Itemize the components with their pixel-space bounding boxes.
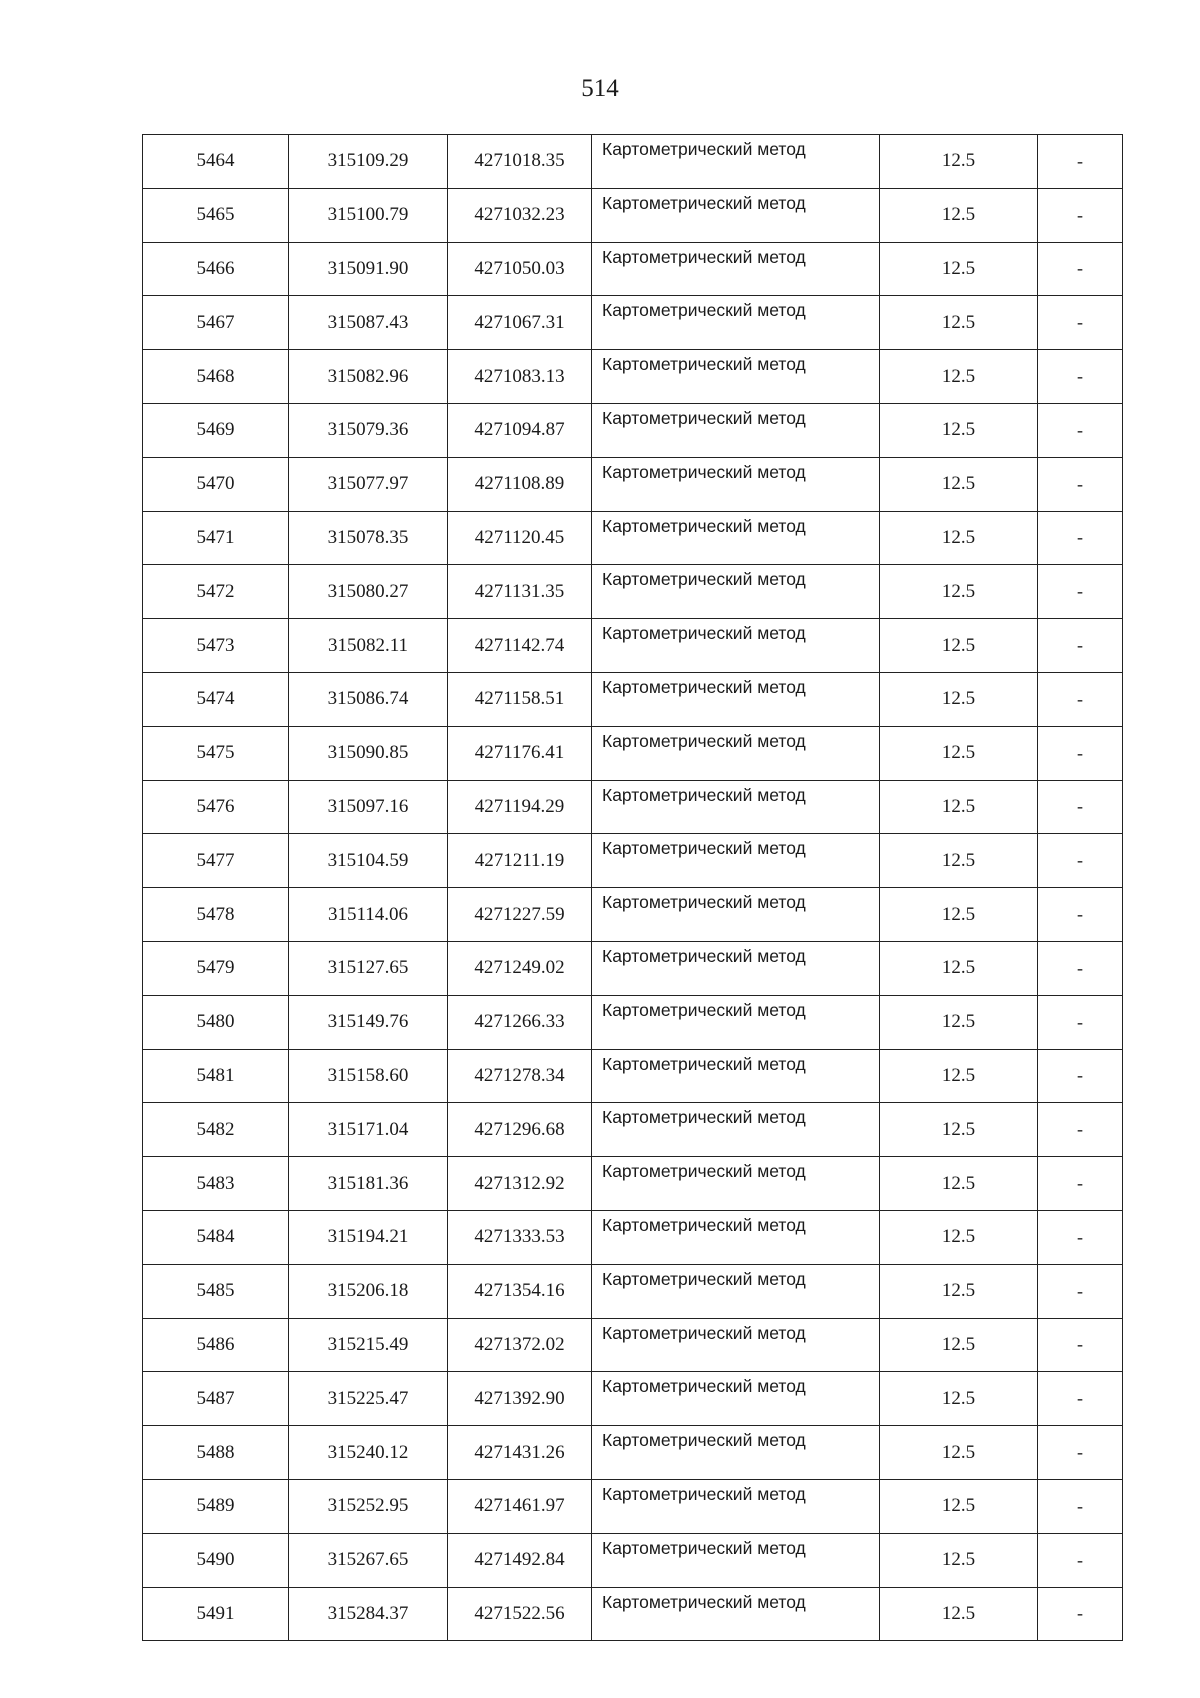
method-cell: Картометрический метод	[592, 1264, 880, 1318]
method-cell: Картометрический метод	[592, 1157, 880, 1211]
x-coordinate-cell: 315097.16	[289, 780, 448, 834]
method-cell: Картометрический метод	[592, 619, 880, 673]
table-row	[143, 1587, 1123, 1641]
y-coordinate-cell: 4271227.59	[448, 888, 592, 942]
table-row	[143, 672, 1123, 726]
point-number-cell: 5466	[143, 242, 289, 296]
table-row	[143, 242, 1123, 296]
coordinates-table	[142, 134, 1123, 1641]
note-cell: -	[1038, 1049, 1123, 1103]
note-cell: -	[1038, 1157, 1123, 1211]
table-row	[143, 350, 1123, 404]
method-cell: Картометрический метод	[592, 672, 880, 726]
x-coordinate-cell: 315077.97	[289, 457, 448, 511]
method-cell: Картометрический метод	[592, 888, 880, 942]
y-coordinate-cell: 4271461.97	[448, 1479, 592, 1533]
accuracy-cell: 12.5	[880, 1264, 1038, 1318]
point-number-cell: 5479	[143, 941, 289, 995]
y-coordinate-cell: 4271083.13	[448, 350, 592, 404]
accuracy-cell: 12.5	[880, 135, 1038, 189]
note-cell: -	[1038, 1264, 1123, 1318]
x-coordinate-cell: 315252.95	[289, 1479, 448, 1533]
note-cell: -	[1038, 1479, 1123, 1533]
y-coordinate-cell: 4271194.29	[448, 780, 592, 834]
y-coordinate-cell: 4271522.56	[448, 1587, 592, 1641]
note-cell: -	[1038, 565, 1123, 619]
point-number-cell: 5465	[143, 188, 289, 242]
point-number-cell: 5474	[143, 672, 289, 726]
table-row	[143, 888, 1123, 942]
table-row	[143, 726, 1123, 780]
table-row	[143, 296, 1123, 350]
accuracy-cell: 12.5	[880, 726, 1038, 780]
table-row	[143, 1049, 1123, 1103]
x-coordinate-cell: 315078.35	[289, 511, 448, 565]
note-cell: -	[1038, 1210, 1123, 1264]
y-coordinate-cell: 4271120.45	[448, 511, 592, 565]
accuracy-cell: 12.5	[880, 350, 1038, 404]
accuracy-cell: 12.5	[880, 834, 1038, 888]
table-row	[143, 1426, 1123, 1480]
method-cell: Картометрический метод	[592, 995, 880, 1049]
note-cell: -	[1038, 834, 1123, 888]
point-number-cell: 5484	[143, 1210, 289, 1264]
accuracy-cell: 12.5	[880, 565, 1038, 619]
accuracy-cell: 12.5	[880, 888, 1038, 942]
table-row	[143, 995, 1123, 1049]
accuracy-cell: 12.5	[880, 1157, 1038, 1211]
accuracy-cell: 12.5	[880, 780, 1038, 834]
accuracy-cell: 12.5	[880, 188, 1038, 242]
note-cell: -	[1038, 242, 1123, 296]
method-cell: Картометрический метод	[592, 941, 880, 995]
accuracy-cell: 12.5	[880, 457, 1038, 511]
x-coordinate-cell: 315114.06	[289, 888, 448, 942]
y-coordinate-cell: 4271032.23	[448, 188, 592, 242]
x-coordinate-cell: 315082.11	[289, 619, 448, 673]
note-cell: -	[1038, 619, 1123, 673]
table-row	[143, 1318, 1123, 1372]
y-coordinate-cell: 4271211.19	[448, 834, 592, 888]
y-coordinate-cell: 4271431.26	[448, 1426, 592, 1480]
note-cell: -	[1038, 188, 1123, 242]
x-coordinate-cell: 315079.36	[289, 403, 448, 457]
accuracy-cell: 12.5	[880, 1103, 1038, 1157]
y-coordinate-cell: 4271050.03	[448, 242, 592, 296]
accuracy-cell: 12.5	[880, 1587, 1038, 1641]
table-row	[143, 1103, 1123, 1157]
y-coordinate-cell: 4271018.35	[448, 135, 592, 189]
table-row	[143, 403, 1123, 457]
table-row	[143, 565, 1123, 619]
method-cell: Картометрический метод	[592, 1426, 880, 1480]
x-coordinate-cell: 315100.79	[289, 188, 448, 242]
point-number-cell: 5478	[143, 888, 289, 942]
point-number-cell: 5485	[143, 1264, 289, 1318]
note-cell: -	[1038, 1372, 1123, 1426]
method-cell: Картометрический метод	[592, 457, 880, 511]
accuracy-cell: 12.5	[880, 296, 1038, 350]
accuracy-cell: 12.5	[880, 1533, 1038, 1587]
y-coordinate-cell: 4271492.84	[448, 1533, 592, 1587]
note-cell: -	[1038, 296, 1123, 350]
table-row	[143, 1264, 1123, 1318]
method-cell: Картометрический метод	[592, 1533, 880, 1587]
point-number-cell: 5467	[143, 296, 289, 350]
page-number: 514	[581, 75, 619, 102]
x-coordinate-cell: 315109.29	[289, 135, 448, 189]
x-coordinate-cell: 315194.21	[289, 1210, 448, 1264]
method-cell: Картометрический метод	[592, 565, 880, 619]
y-coordinate-cell: 4271372.02	[448, 1318, 592, 1372]
table-row	[143, 1372, 1123, 1426]
table-row	[143, 511, 1123, 565]
accuracy-cell: 12.5	[880, 1372, 1038, 1426]
accuracy-cell: 12.5	[880, 941, 1038, 995]
accuracy-cell: 12.5	[880, 672, 1038, 726]
note-cell: -	[1038, 1103, 1123, 1157]
x-coordinate-cell: 315080.27	[289, 565, 448, 619]
x-coordinate-cell: 315082.96	[289, 350, 448, 404]
accuracy-cell: 12.5	[880, 242, 1038, 296]
note-cell: -	[1038, 457, 1123, 511]
y-coordinate-cell: 4271158.51	[448, 672, 592, 726]
y-coordinate-cell: 4271333.53	[448, 1210, 592, 1264]
method-cell: Картометрический метод	[592, 350, 880, 404]
x-coordinate-cell: 315086.74	[289, 672, 448, 726]
note-cell: -	[1038, 888, 1123, 942]
note-cell: -	[1038, 941, 1123, 995]
point-number-cell: 5471	[143, 511, 289, 565]
x-coordinate-cell: 315104.59	[289, 834, 448, 888]
y-coordinate-cell: 4271278.34	[448, 1049, 592, 1103]
table-row	[143, 1479, 1123, 1533]
y-coordinate-cell: 4271108.89	[448, 457, 592, 511]
method-cell: Картометрический метод	[592, 1587, 880, 1641]
accuracy-cell: 12.5	[880, 619, 1038, 673]
method-cell: Картометрический метод	[592, 1210, 880, 1264]
method-cell: Картометрический метод	[592, 135, 880, 189]
y-coordinate-cell: 4271067.31	[448, 296, 592, 350]
note-cell: -	[1038, 403, 1123, 457]
point-number-cell: 5469	[143, 403, 289, 457]
accuracy-cell: 12.5	[880, 1049, 1038, 1103]
x-coordinate-cell: 315149.76	[289, 995, 448, 1049]
note-cell: -	[1038, 995, 1123, 1049]
note-cell: -	[1038, 1533, 1123, 1587]
note-cell: -	[1038, 780, 1123, 834]
method-cell: Картометрический метод	[592, 1049, 880, 1103]
x-coordinate-cell: 315215.49	[289, 1318, 448, 1372]
point-number-cell: 5480	[143, 995, 289, 1049]
accuracy-cell: 12.5	[880, 995, 1038, 1049]
note-cell: -	[1038, 1426, 1123, 1480]
y-coordinate-cell: 4271266.33	[448, 995, 592, 1049]
x-coordinate-cell: 315181.36	[289, 1157, 448, 1211]
point-number-cell: 5490	[143, 1533, 289, 1587]
y-coordinate-cell: 4271142.74	[448, 619, 592, 673]
accuracy-cell: 12.5	[880, 1479, 1038, 1533]
point-number-cell: 5482	[143, 1103, 289, 1157]
method-cell: Картометрический метод	[592, 780, 880, 834]
x-coordinate-cell: 315171.04	[289, 1103, 448, 1157]
x-coordinate-cell: 315158.60	[289, 1049, 448, 1103]
y-coordinate-cell: 4271176.41	[448, 726, 592, 780]
note-cell: -	[1038, 1318, 1123, 1372]
table-row	[143, 457, 1123, 511]
point-number-cell: 5483	[143, 1157, 289, 1211]
y-coordinate-cell: 4271312.92	[448, 1157, 592, 1211]
y-coordinate-cell: 4271354.16	[448, 1264, 592, 1318]
table-body	[143, 135, 1123, 1641]
y-coordinate-cell: 4271249.02	[448, 941, 592, 995]
y-coordinate-cell: 4271131.35	[448, 565, 592, 619]
method-cell: Картометрический метод	[592, 1318, 880, 1372]
accuracy-cell: 12.5	[880, 403, 1038, 457]
point-number-cell: 5488	[143, 1426, 289, 1480]
point-number-cell: 5481	[143, 1049, 289, 1103]
point-number-cell: 5464	[143, 135, 289, 189]
note-cell: -	[1038, 511, 1123, 565]
point-number-cell: 5468	[143, 350, 289, 404]
x-coordinate-cell: 315206.18	[289, 1264, 448, 1318]
x-coordinate-cell: 315127.65	[289, 941, 448, 995]
point-number-cell: 5473	[143, 619, 289, 673]
table-row	[143, 1157, 1123, 1211]
table-row	[143, 834, 1123, 888]
table-row	[143, 1533, 1123, 1587]
point-number-cell: 5476	[143, 780, 289, 834]
table-row	[143, 1210, 1123, 1264]
method-cell: Картометрический метод	[592, 188, 880, 242]
point-number-cell: 5472	[143, 565, 289, 619]
point-number-cell: 5475	[143, 726, 289, 780]
point-number-cell: 5487	[143, 1372, 289, 1426]
method-cell: Картометрический метод	[592, 834, 880, 888]
y-coordinate-cell: 4271094.87	[448, 403, 592, 457]
accuracy-cell: 12.5	[880, 1426, 1038, 1480]
point-number-cell: 5477	[143, 834, 289, 888]
x-coordinate-cell: 315267.65	[289, 1533, 448, 1587]
note-cell: -	[1038, 726, 1123, 780]
x-coordinate-cell: 315240.12	[289, 1426, 448, 1480]
method-cell: Картометрический метод	[592, 296, 880, 350]
x-coordinate-cell: 315090.85	[289, 726, 448, 780]
method-cell: Картометрический метод	[592, 1372, 880, 1426]
point-number-cell: 5491	[143, 1587, 289, 1641]
accuracy-cell: 12.5	[880, 1210, 1038, 1264]
method-cell: Картометрический метод	[592, 1103, 880, 1157]
method-cell: Картометрический метод	[592, 1479, 880, 1533]
x-coordinate-cell: 315087.43	[289, 296, 448, 350]
table-row	[143, 780, 1123, 834]
note-cell: -	[1038, 350, 1123, 404]
y-coordinate-cell: 4271392.90	[448, 1372, 592, 1426]
y-coordinate-cell: 4271296.68	[448, 1103, 592, 1157]
method-cell: Картометрический метод	[592, 242, 880, 296]
note-cell: -	[1038, 135, 1123, 189]
table-row	[143, 619, 1123, 673]
accuracy-cell: 12.5	[880, 1318, 1038, 1372]
x-coordinate-cell: 315091.90	[289, 242, 448, 296]
method-cell: Картометрический метод	[592, 511, 880, 565]
table-row	[143, 135, 1123, 189]
note-cell: -	[1038, 672, 1123, 726]
point-number-cell: 5489	[143, 1479, 289, 1533]
table-row	[143, 188, 1123, 242]
method-cell: Картометрический метод	[592, 726, 880, 780]
x-coordinate-cell: 315284.37	[289, 1587, 448, 1641]
table-row	[143, 941, 1123, 995]
accuracy-cell: 12.5	[880, 511, 1038, 565]
method-cell: Картометрический метод	[592, 403, 880, 457]
point-number-cell: 5470	[143, 457, 289, 511]
point-number-cell: 5486	[143, 1318, 289, 1372]
note-cell: -	[1038, 1587, 1123, 1641]
x-coordinate-cell: 315225.47	[289, 1372, 448, 1426]
